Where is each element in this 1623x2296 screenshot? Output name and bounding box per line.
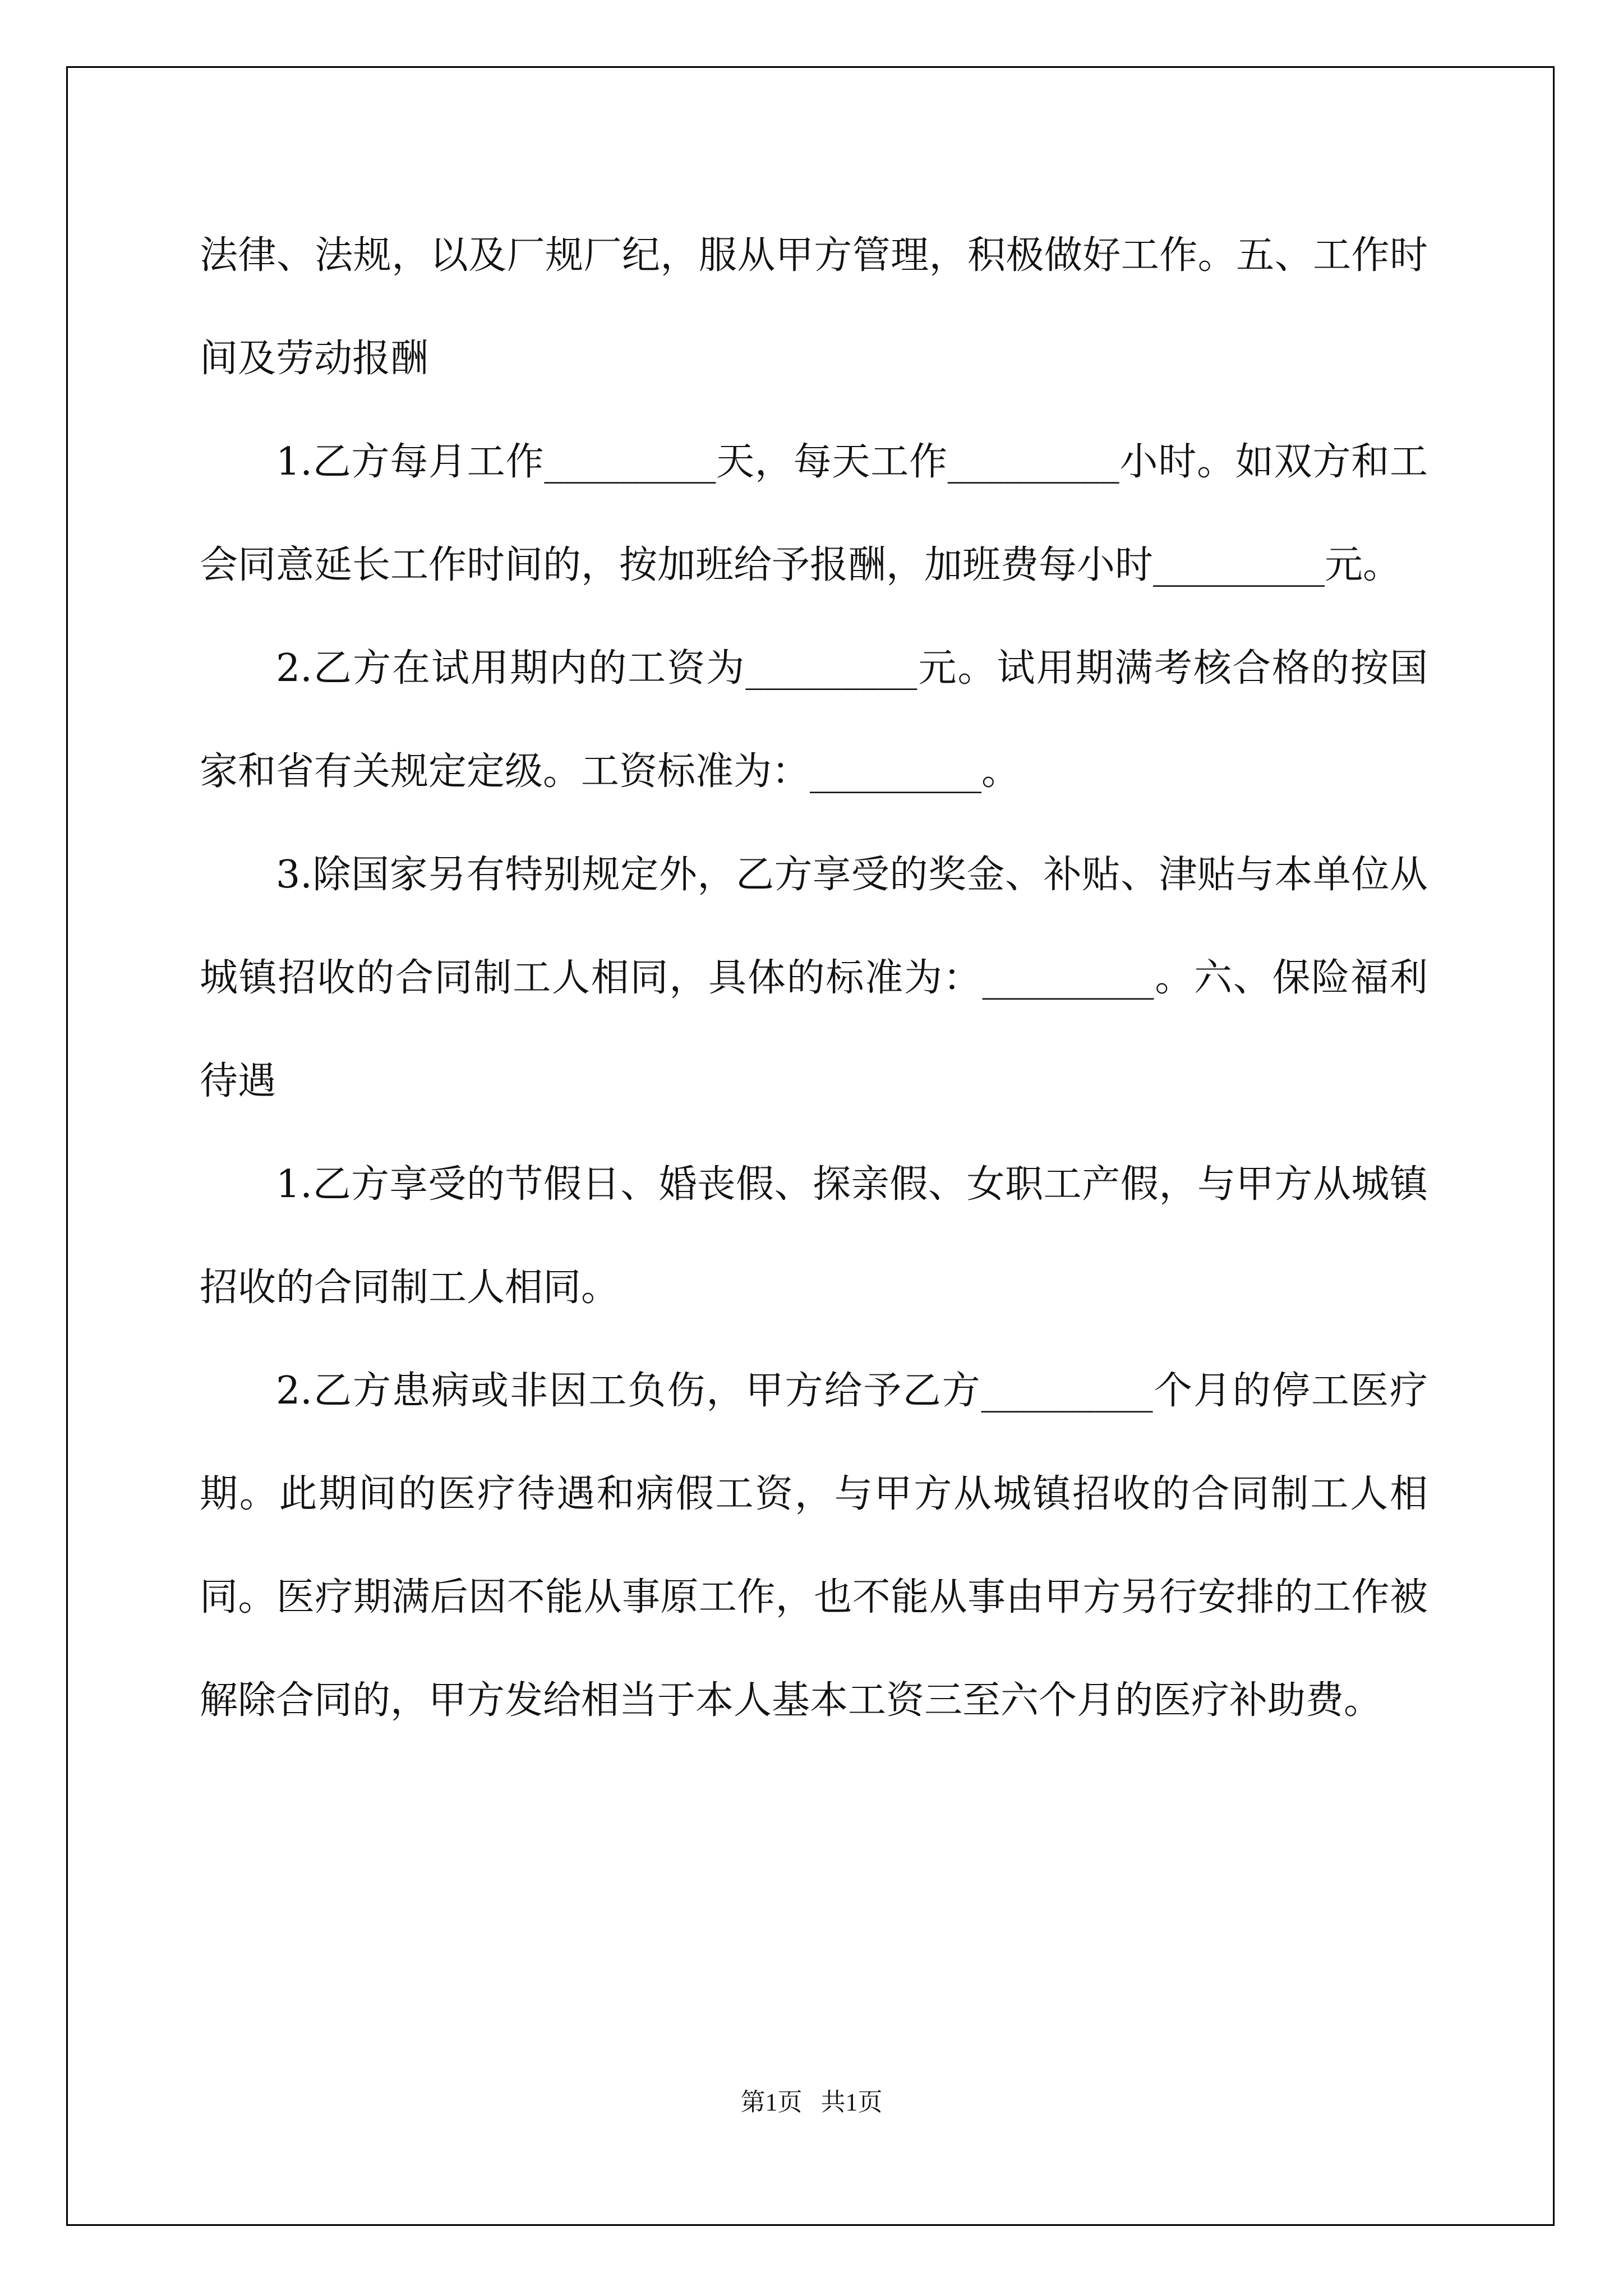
paragraph-3: 2.乙方在试用期内的工资为_________元。试用期满考核合格的按国家和省有关规定定级。工资标准为：_________。 <box>200 646 1428 794</box>
paragraph-4: 3.除国家另有特别规定外，乙方享受的奖金、补贴、津贴与本单位从城镇招收的合同制工人相同，具体的标准为：_________。六、保险福利待遇 <box>200 853 1428 1103</box>
document-body <box>200 204 1428 1752</box>
paragraph-1: 法律、法规，以及厂规厂纪，服从甲方管理，积极做好工作。五、工作时间及劳动报酬 <box>200 233 1428 381</box>
paragraph-5: 1.乙方享受的节假日、婚丧假、探亲假、女职工产假，与甲方从城镇招收的合同制工人相同。 <box>200 1162 1428 1310</box>
page-footer <box>0 2086 1623 2119</box>
page-number-label: 第1页 共1页 <box>740 2088 883 2116</box>
paragraph-6: 2.乙方患病或非因工负伤，甲方给予乙方_________个月的停工医疗期。此期间的医疗待遇和病假工资，与甲方从城镇招收的合同制工人相同。医疗期满后因不能从事原工作，也不能从事由甲方另行安排的工作被解除合同的，甲方发给相当于本人基本工资三至六个月的医疗补助费。 <box>200 1369 1428 1723</box>
paragraph-2: 1.乙方每月工作_________天，每天工作_________小时。如双方和工会同意延长工作时间的，按加班给予报酬，加班费每小时_________元。 <box>200 440 1428 587</box>
